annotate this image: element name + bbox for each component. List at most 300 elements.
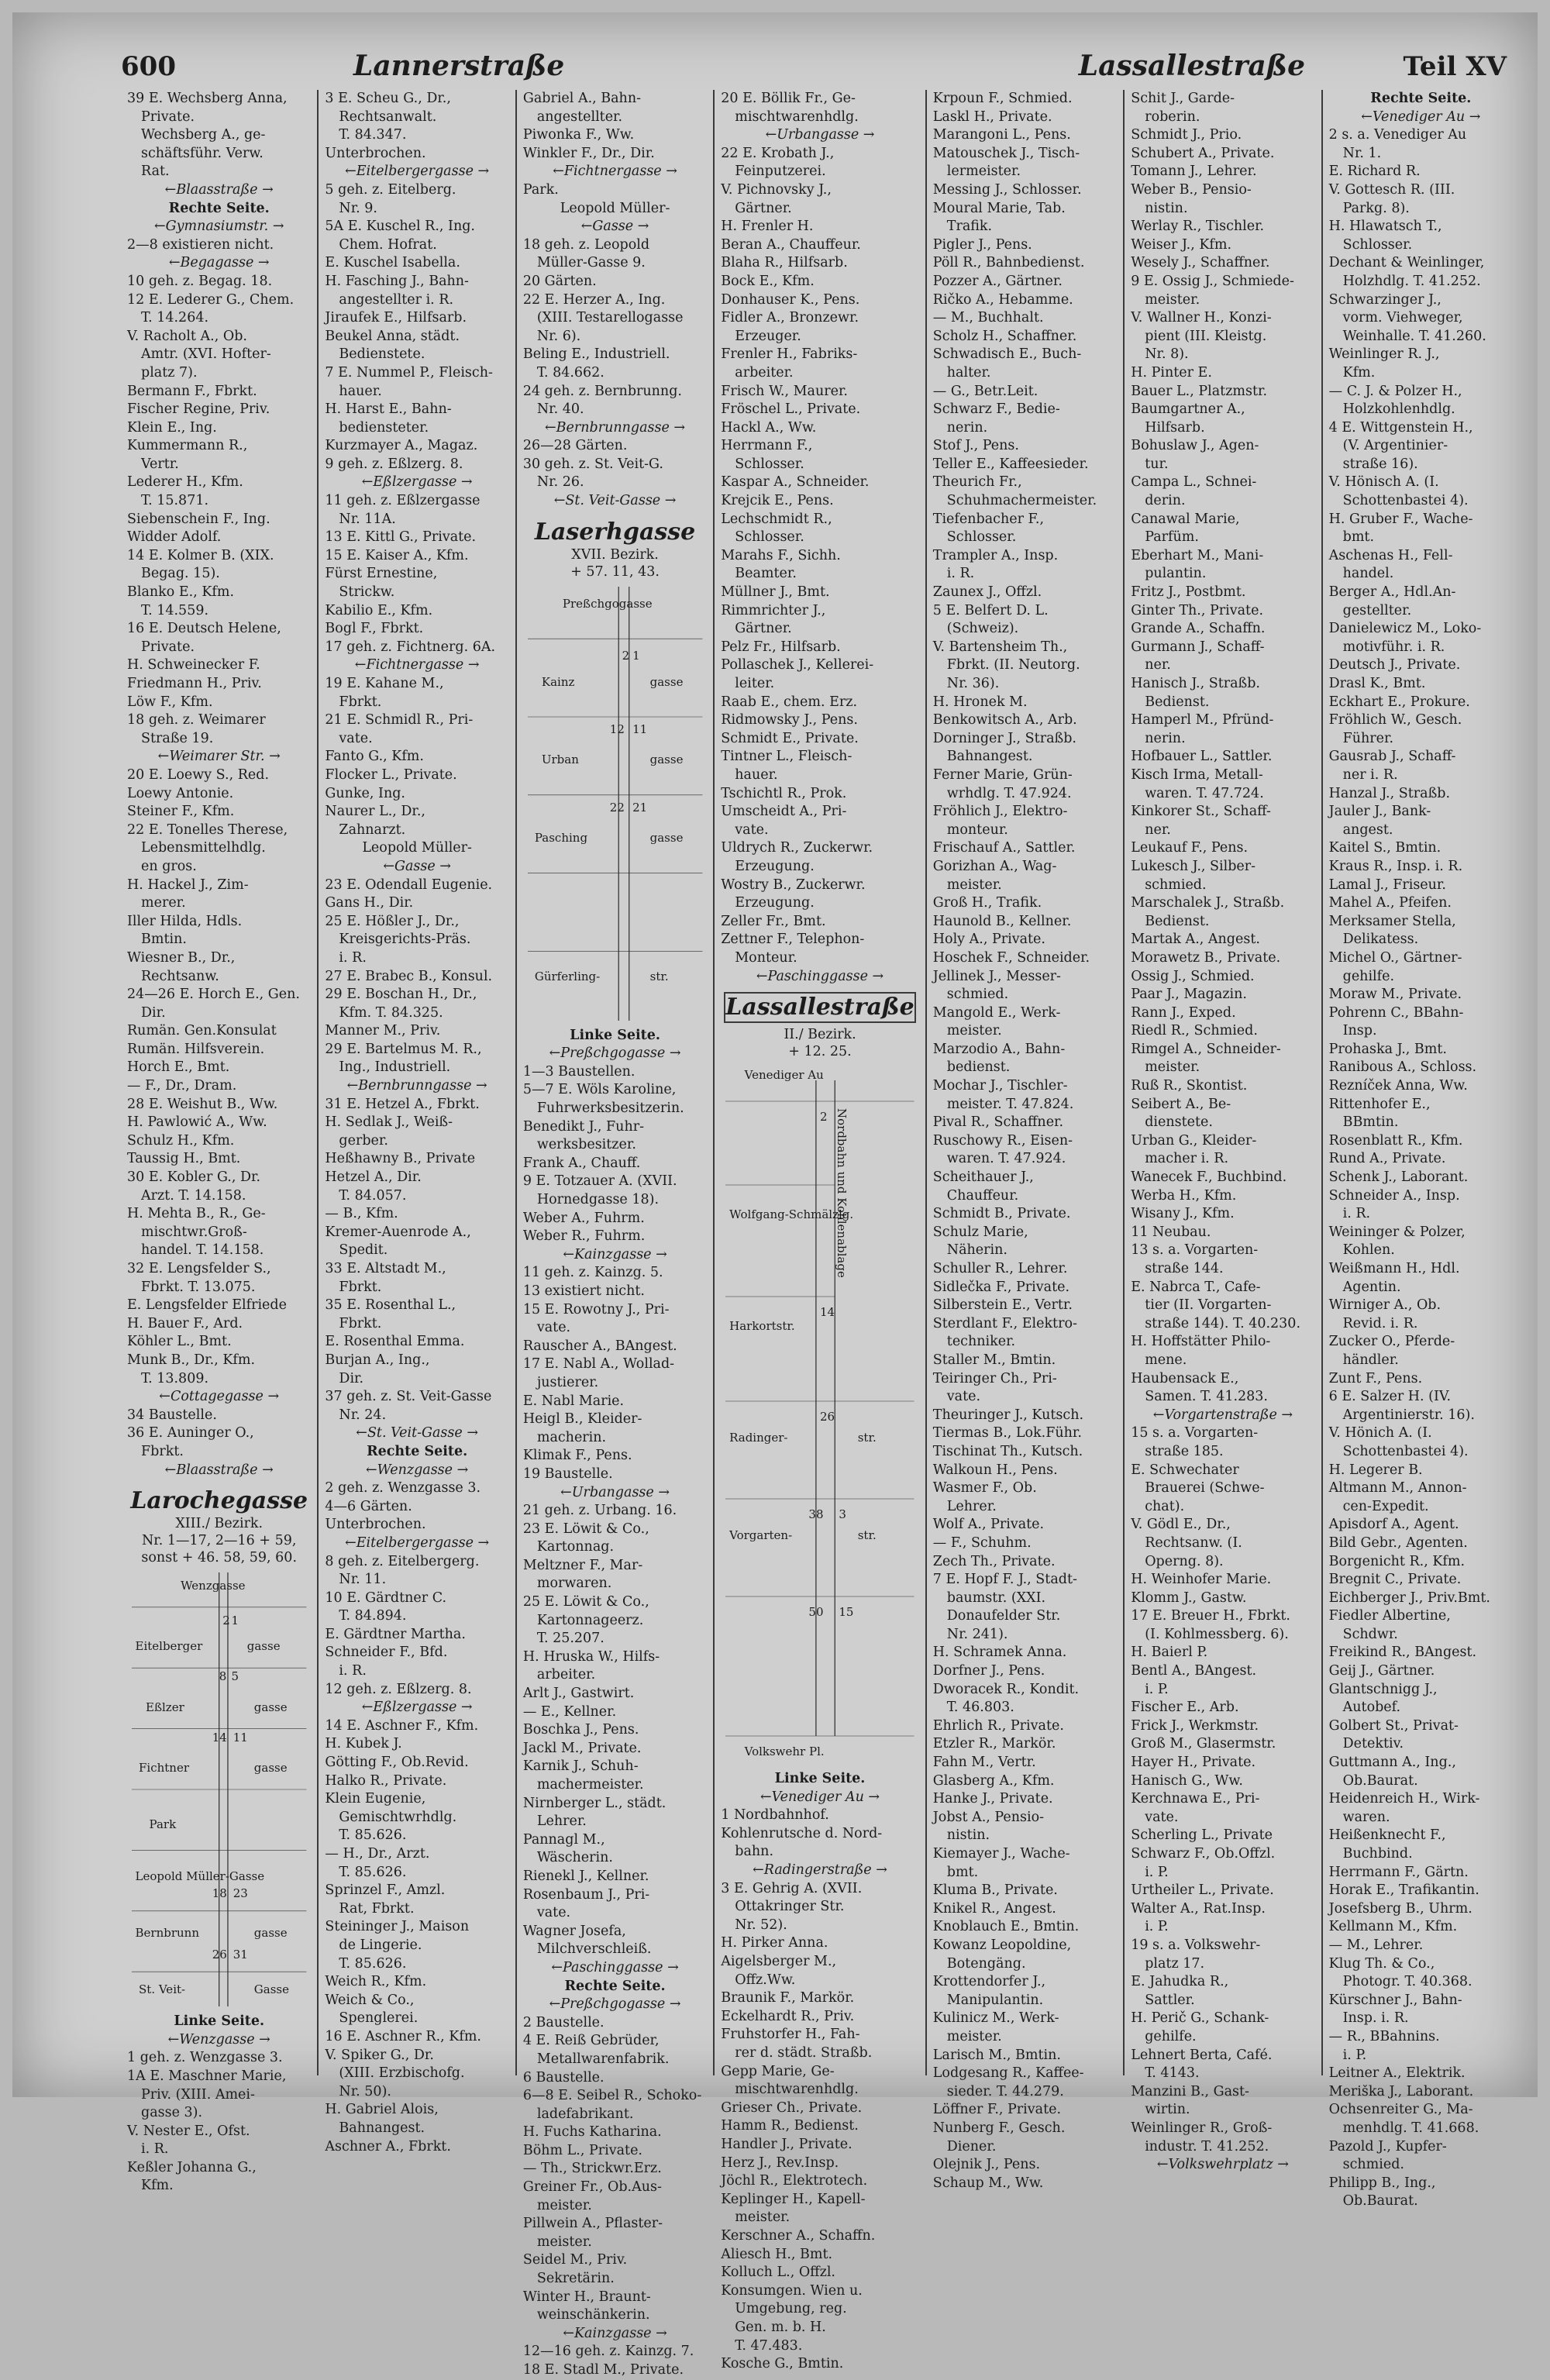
directory-entry: nistin.	[1145, 200, 1188, 216]
directory-entry: Aliesch H., Bmt.	[721, 2246, 833, 2262]
directory-entry: i. P.	[1145, 1681, 1169, 1697]
directory-entry: 19 s. a. Volkswehr-	[1131, 1937, 1261, 1953]
directory-entry: Kartonnageerz.	[536, 1612, 644, 1628]
directory-entry: i. R.	[339, 949, 367, 966]
directory-entry: vorm. Viehweger,	[1342, 310, 1463, 326]
directory-entry: straße 144). T. 40.230.	[1145, 1315, 1301, 1331]
directory-entry: angestellter i. R.	[339, 291, 454, 308]
directory-entry: Urban G., Kleider-	[1131, 1132, 1257, 1149]
side-heading: Linke Seite.	[174, 2013, 265, 2030]
cross-street: ← Kainzgasse →	[523, 1246, 707, 1265]
map-label: 50	[808, 1605, 824, 1620]
directory-entry: 27 E. Brabec B., Konsul.	[325, 968, 493, 984]
directory-entry: vate.	[1145, 1809, 1179, 1825]
directory-entry: Kaitel S., Bmtin.	[1328, 840, 1442, 856]
directory-entry: Scherling L., Private	[1131, 1827, 1273, 1844]
directory-entry: 6 E. Salzer H. (IV.	[1328, 1389, 1452, 1405]
column-1	[121, 90, 319, 2194]
directory-entry: 4 E. Reiß Gebrüder,	[522, 2033, 660, 2049]
directory-entry: Müller-Gasse 9.	[536, 255, 646, 271]
map-label: gasse	[649, 831, 684, 846]
directory-entry: Wagner Josefa,	[522, 1923, 626, 1939]
directory-entry: i. R.	[946, 566, 975, 582]
cross-street: ← Paschinggasse →	[523, 1959, 707, 1978]
directory-entry: Operng. 8).	[1145, 1553, 1224, 1569]
directory-entry: Pollaschek J., Kellerei-	[721, 657, 874, 673]
directory-entry: weinschänkerin.	[536, 2307, 650, 2323]
directory-entry: E. Schwechater	[1131, 1462, 1239, 1478]
directory-entry: Fürst Ernestine,	[325, 566, 438, 582]
directory-entry: Kummermann R.,	[127, 438, 248, 454]
directory-entry: Zech Th., Private.	[932, 1553, 1056, 1569]
directory-entry: Frick J., Werkmstr.	[1131, 1717, 1259, 1734]
directory-entry: 12 E. Lederer G., Chem.	[127, 291, 294, 308]
map-label: 31	[232, 1947, 248, 1962]
directory-entry: Groß H., Trafik.	[932, 895, 1042, 911]
directory-entry: Manzini B., Gast-	[1131, 2083, 1249, 2099]
directory-entry: Zettner F., Telephon-	[721, 932, 865, 948]
directory-entry: Karnik J., Schuh-	[522, 1758, 639, 1775]
directory-entry: H. Perič G., Schank-	[1131, 2010, 1269, 2027]
cross-street: ← Gymnasiumstr. →	[127, 218, 311, 236]
directory-entry: Handler J., Private.	[721, 2136, 852, 2152]
directory-entry: wirtin.	[1145, 2102, 1190, 2118]
directory-entry: 22 E. Herzer A., Ing.	[522, 291, 666, 308]
directory-entry: Donaufelder Str.	[946, 1608, 1061, 1624]
street-heading: Larochegasse	[130, 1487, 308, 1515]
page-header	[12, 34, 1538, 81]
directory-entry: Nr. 6).	[536, 328, 581, 344]
cross-street: ← Urbangasse →	[523, 1484, 707, 1503]
directory-entry: Hofbauer L., Sattler.	[1131, 749, 1273, 765]
directory-entry: — E., Kellner.	[522, 1703, 617, 1720]
map-label: Volkswehr Pl.	[744, 1745, 825, 1759]
directory-entry: meister.	[735, 2210, 790, 2226]
directory-entry: 16 E. Deutsch Helene,	[127, 621, 281, 637]
directory-entry: T. 84.662.	[536, 364, 604, 381]
directory-entry: Blaha R., Hilfsarb.	[721, 255, 848, 271]
directory-entry: gehilfe.	[1145, 2028, 1197, 2044]
directory-entry: Grande A., Schaffn.	[1131, 621, 1266, 637]
directory-entry: Meltzner F., Mar-	[522, 1557, 643, 1573]
directory-entry: platz 17.	[1145, 1955, 1205, 1972]
directory-entry: Horch E., Bmt.	[127, 1059, 230, 1076]
directory-entry: 18 E. Stadl M., Private.	[522, 2362, 684, 2378]
directory-entry: Berger A., Hdl.An-	[1328, 584, 1456, 601]
directory-entry: Sekretärin.	[536, 2271, 615, 2287]
directory-entry: 15 E. Rowotny J., Pri-	[522, 1301, 670, 1317]
directory-entry: ner.	[1145, 821, 1171, 838]
directory-entry: V. Pichnovsky J.,	[721, 181, 832, 198]
directory-entry: Kiemayer J., Wache-	[932, 1846, 1070, 1862]
directory-entry: Teiringer Ch., Pri-	[932, 1370, 1057, 1386]
directory-entry: 4 E. Wittgenstein H.,	[1328, 419, 1473, 436]
directory-entry: T. 46.803.	[946, 1700, 1014, 1716]
cross-street: ← Preßchgogasse →	[523, 1996, 707, 2014]
directory-entry: pient (III. Kleistg.	[1145, 328, 1267, 344]
street-subheading: Nr. 1—17, 2—16 + 59,	[141, 1533, 297, 1549]
directory-entry: 14 E. Kolmer B. (XIX.	[127, 547, 274, 563]
directory-entry: Rann J., Exped.	[1131, 1004, 1236, 1021]
directory-entry: roberin.	[1145, 108, 1200, 125]
directory-entry: H. Hackel J., Zim-	[127, 877, 249, 893]
directory-entry: Näherin.	[946, 1242, 1008, 1259]
directory-entry: Flocker L., Private.	[325, 766, 457, 783]
directory-entry: Wechsberg A., ge-	[141, 127, 266, 143]
directory-entry: 10 E. Gärdtner C.	[325, 1590, 447, 1606]
directory-entry: Hayer H., Private.	[1131, 1755, 1256, 1771]
directory-entry: meister.	[946, 2028, 1002, 2044]
map-label: str.	[857, 1528, 877, 1543]
directory-entry: Weber A., Fuhrm.	[522, 1210, 645, 1226]
directory-entry: bedienst.	[946, 1059, 1011, 1076]
directory-entry: Mochar J., Tischler-	[932, 1078, 1068, 1094]
map-label: Park	[149, 1817, 177, 1831]
directory-entry: Eberhart M., Mani-	[1131, 547, 1264, 563]
directory-entry: 16 E. Aschner R., Kfm.	[325, 2028, 481, 2044]
cross-street: ← Cottagegasse →	[127, 1388, 311, 1407]
cross-street: ← St. Veit-Gasse →	[523, 492, 707, 511]
directory-entry: — M., Lehrer.	[1328, 1937, 1424, 1953]
directory-entry: Hackl A., Ww.	[721, 419, 817, 436]
directory-entry: macher i. R.	[1145, 1151, 1229, 1167]
directory-entry: Nr. 241).	[946, 1626, 1008, 1642]
directory-entry: Fiedler Albertine,	[1328, 1608, 1451, 1624]
directory-entry: Private.	[141, 639, 195, 655]
directory-entry: tier (II. Vorgarten-	[1145, 1297, 1272, 1314]
directory-entry: macherin.	[536, 1429, 607, 1445]
directory-entry: 3 E. Gehrig A. (XVII.	[721, 1880, 863, 1896]
directory-entry: V. Racholt A., Ob.	[127, 328, 247, 344]
directory-entry: Gepp Marie, Ge-	[721, 2063, 835, 2079]
directory-entry: Marangoni L., Pens.	[932, 127, 1071, 143]
directory-entry: Nr. 40.	[536, 401, 584, 418]
directory-entry: — B., Kfm.	[325, 1206, 398, 1222]
directory-entry: Schubert A., Private.	[1131, 145, 1275, 161]
directory-entry: Fröhlich J., Elektro-	[932, 804, 1068, 820]
directory-entry: Lederer H., Kfm.	[127, 474, 243, 491]
directory-entry: Urtheiler L., Private.	[1131, 1882, 1274, 1899]
directory-entry: vate.	[339, 730, 373, 746]
directory-entry: Rimgel A., Schneider-	[1131, 1041, 1281, 1057]
directory-entry: Theurich Fr.,	[932, 474, 1022, 491]
map-label: Gasse	[253, 1982, 289, 1996]
column-7	[1323, 90, 1519, 2210]
directory-entry: Kowanz Leopoldine,	[932, 1937, 1072, 1953]
directory-entry: meister.	[1145, 291, 1200, 308]
directory-entry: Nr. 50).	[339, 2083, 391, 2099]
cross-street: ← St. Veit-Gasse →	[325, 1424, 508, 1443]
directory-entry: Schlosser.	[735, 456, 804, 472]
map-label: 1	[632, 649, 640, 663]
directory-entry: Gärtner.	[735, 621, 792, 637]
directory-entry: Milchverschleiß.	[536, 1941, 652, 1958]
directory-entry: industr. T. 41.252.	[1145, 2138, 1269, 2154]
directory-entry: Scholz H., Schaffner.	[932, 328, 1077, 344]
directory-entry: Fidler A., Bronzewr.	[721, 310, 859, 326]
directory-entry: gehilfe.	[1342, 968, 1395, 984]
directory-entry: Autobef.	[1342, 1700, 1401, 1716]
directory-entry: Lechschmidt R.,	[721, 511, 832, 527]
directory-entry: Werlay R., Tischler.	[1131, 219, 1265, 235]
directory-entry: Hanisch G., Ww.	[1131, 1772, 1243, 1789]
directory-entry: 26—28 Gärten.	[522, 438, 628, 454]
directory-entry: 6 Baustelle.	[522, 2069, 604, 2086]
directory-entry: Piwonka F., Ww.	[522, 127, 635, 143]
directory-entry: Ginter Th., Private.	[1131, 602, 1264, 618]
directory-entry: Frischauf A., Sattler.	[932, 840, 1076, 856]
directory-entry: Unterbrochen.	[325, 145, 426, 161]
map-label: Wolfgang-Schmälzlg.	[729, 1207, 854, 1222]
directory-entry: Tintner L., Fleisch-	[721, 749, 852, 765]
directory-entry: 35 E. Rosenthal L.,	[325, 1297, 456, 1314]
directory-entry: Ochsenreiter G., Ma-	[1328, 2102, 1473, 2118]
cross-street: ← Bernbrunngasse →	[325, 1077, 508, 1096]
directory-entry: straße 185.	[1145, 1443, 1224, 1459]
directory-entry: Beling E., Industriell.	[522, 346, 670, 363]
directory-entry: Frank A., Chauff.	[522, 1155, 641, 1171]
directory-entry: 11 geh. z. Eßlzergasse	[325, 493, 480, 509]
directory-entry: Offz.Ww.	[735, 1972, 796, 1988]
directory-entry: Pelz Fr., Hilfsarb.	[721, 639, 841, 655]
directory-entry: Eckelhardt R., Priv.	[721, 2008, 855, 2024]
directory-entry: Matouschek J., Tisch-	[932, 145, 1080, 161]
side-heading: Rechte Seite.	[1370, 91, 1472, 106]
directory-entry: Gen. m. b. H.	[735, 2319, 826, 2335]
directory-entry: werksbesitzer.	[536, 1137, 636, 1153]
map-label: Fichtner	[139, 1760, 190, 1775]
cross-street: ← Venediger Au →	[721, 1789, 919, 1807]
directory-entry: angest.	[1342, 821, 1393, 838]
directory-page	[12, 12, 1538, 2378]
directory-entry: Fischer E., Arb.	[1131, 1700, 1239, 1716]
directory-entry: Fritz J., Postbmt.	[1131, 584, 1246, 601]
directory-entry: E. Nabl Marie.	[522, 1393, 625, 1409]
directory-entry: Amtr. (XVI. Hofter-	[141, 346, 271, 363]
directory-entry: Fröschel L., Private.	[721, 401, 861, 418]
directory-entry: T. 84.347.	[339, 127, 407, 143]
directory-entry: 19 Baustelle.	[522, 1466, 613, 1482]
map-label: 5	[231, 1669, 239, 1684]
directory-entry: schmied.	[946, 987, 1009, 1003]
directory-entry: Gausrab J., Schaff-	[1328, 749, 1456, 765]
map-label: Kainz	[541, 674, 575, 689]
directory-entry: 5—7 E. Wöls Karoline,	[522, 1082, 677, 1098]
directory-entry: Gurmann J., Schaff-	[1131, 639, 1265, 655]
directory-entry: Paar J., Magazin.	[1131, 987, 1247, 1003]
directory-entry: Fuhrwerksbesitzerin.	[536, 1100, 684, 1117]
directory-entry: Fröhlich W., Gesch.	[1328, 712, 1462, 728]
directory-entry: Rechtsanw.	[141, 968, 219, 984]
directory-entry: H. Hruska W., Hilfs-	[522, 1648, 660, 1665]
directory-entry: Kohlenrutsche d. Nord-	[721, 1825, 883, 1841]
map-label: 14	[212, 1730, 227, 1745]
directory-entry: T. 4143.	[1145, 2065, 1200, 2082]
directory-entry: i. R.	[339, 1663, 367, 1679]
directory-entry: Müllner J., Bmt.	[721, 584, 830, 601]
directory-entry: Wisany J., Kfm.	[1131, 1206, 1235, 1222]
directory-entry: Michel O., Gärtner-	[1328, 949, 1462, 966]
directory-entry: Winter H., Braunt-	[522, 2289, 651, 2305]
directory-entry: 2 geh. z. Wenzgasse 3.	[325, 1480, 481, 1497]
directory-entry: Jöchl R., Elektrotech.	[721, 2173, 868, 2189]
page-number: 600	[121, 51, 176, 82]
directory-entry: Guttmann A., Ing.,	[1328, 1755, 1456, 1771]
directory-entry: Schaup M., Ww.	[932, 2175, 1044, 2191]
directory-entry: Kellmann M., Kfm.	[1328, 1919, 1458, 1935]
directory-entry: Weininger & Polzer,	[1328, 1224, 1466, 1240]
directory-entry: Kraus R., Insp. i. R.	[1328, 858, 1463, 874]
directory-entry: 1 geh. z. Wenzgasse 3.	[127, 2050, 283, 2066]
directory-entry: 36 E. Auninger O.,	[127, 1425, 254, 1441]
directory-entry: Rezníček Anna, Ww.	[1328, 1078, 1468, 1094]
cross-street: ← Blaasstraße →	[127, 181, 311, 200]
directory-entry: Nunberg F., Gesch.	[932, 2120, 1066, 2136]
directory-entry: E. Kuschel Isabella.	[325, 255, 460, 271]
directory-entry: Silberstein E., Vertr.	[932, 1297, 1073, 1314]
directory-entry: Beamter.	[735, 566, 797, 582]
map-label: 1	[231, 1613, 239, 1627]
directory-entry: 28 E. Weishut B., Ww.	[127, 1096, 278, 1112]
directory-entry: Insp.	[1342, 1023, 1377, 1039]
directory-entry: Köhler L., Bmt.	[127, 1334, 232, 1350]
directory-entry: Gunke, Ing.	[325, 785, 405, 801]
directory-entry: waren.	[1342, 1809, 1390, 1825]
directory-entry: 20 E. Böllik Fr., Ge-	[721, 91, 856, 106]
directory-entry: Bentl A., BAngest.	[1131, 1663, 1257, 1679]
directory-entry: Insp. i. R.	[1342, 2010, 1409, 2027]
directory-entry: Seidel M., Priv.	[522, 2252, 628, 2268]
directory-entry: V. Gödl E., Dr.,	[1131, 1517, 1231, 1533]
directory-entry: Ehrlich R., Private.	[932, 1717, 1064, 1734]
directory-entry: Löw F., Kfm.	[127, 694, 213, 710]
directory-entry: (XIII. Testarellogasse	[536, 310, 684, 326]
map-label: 11	[632, 722, 648, 737]
directory-entry: Ing., Industriell.	[339, 1059, 451, 1076]
directory-entry: händler.	[1342, 1352, 1399, 1368]
directory-entry: 5 geh. z. Eitelberg.	[325, 181, 456, 198]
directory-entry: Kürschner J., Bahn-	[1328, 1992, 1462, 2008]
directory-entry: Moraw M., Private.	[1328, 987, 1462, 1003]
directory-entry: Teller E., Kaffeesieder.	[932, 456, 1089, 472]
directory-entry: Argentinierstr. 16).	[1342, 1407, 1475, 1423]
directory-entry: Revid. i. R.	[1342, 1315, 1418, 1331]
directory-entry: Schottenbastei 4).	[1342, 1443, 1469, 1459]
directory-entry: Schwadisch E., Buch-	[932, 346, 1082, 363]
directory-entry: Kurzmayer A., Magaz.	[325, 438, 478, 454]
map-label: Preßchgogasse	[562, 596, 653, 611]
directory-entry: Nr. 24.	[339, 1407, 387, 1423]
cross-street: ← Weimarer Str. →	[127, 748, 311, 766]
directory-entry: Geij J., Gärtner.	[1328, 1663, 1435, 1679]
directory-entry: 33 E. Altstadt M.,	[325, 1261, 446, 1276]
directory-entry: H. Frenler H.	[721, 219, 814, 235]
directory-entry: Campa L., Schnei-	[1131, 474, 1257, 491]
directory-entry: Bermann F., Fbrkt.	[127, 383, 257, 399]
directory-entry: 24—26 E. Horch E., Gen.	[127, 987, 300, 1003]
directory-entry: 1 Nordbahnhof.	[721, 1807, 829, 1824]
directory-entry: Apisdorf A., Agent.	[1328, 1517, 1459, 1533]
directory-entry: vate.	[536, 1320, 571, 1336]
directory-entry: E. Rosenthal Emma.	[325, 1334, 465, 1350]
directory-entry: Pazold J., Kupfer-	[1328, 2138, 1447, 2154]
directory-entry: Hanzal J., Straßb.	[1328, 785, 1451, 801]
directory-entry: Naurer L., Dr.,	[325, 804, 425, 820]
directory-entry: Mangold E., Werk-	[932, 1004, 1061, 1021]
directory-entry: 24 geh. z. Bernbrunng.	[522, 383, 682, 399]
directory-entry: V. Bartensheim Th.,	[932, 639, 1068, 655]
directory-entry: 7 E. Hopf F. J., Stadt-	[932, 1572, 1077, 1588]
cross-street: ← Gasse →	[325, 858, 508, 877]
directory-entry: Lodgesang R., Kaffee-	[932, 2065, 1084, 2082]
directory-entry: Martak A., Angest.	[1131, 932, 1260, 948]
directory-entry: mischtwarenhdlg.	[735, 2082, 859, 2098]
directory-entry: H. Harst E., Bahn-	[325, 401, 452, 418]
directory-entry: Haubensack E.,	[1131, 1370, 1239, 1386]
column-5	[927, 90, 1125, 2191]
directory-entry: Ruschowy R., Eisen-	[932, 1132, 1073, 1149]
directory-entry: schmied.	[1145, 877, 1207, 893]
directory-entry: Lebensmittelhdlg.	[141, 840, 266, 856]
directory-entry: Weber R., Fuhrm.	[522, 1228, 646, 1245]
directory-entry: Dechant & Weinlinger,	[1328, 255, 1485, 271]
directory-entry: Weißmann H., Hdl.	[1328, 1261, 1460, 1276]
directory-entry: Brauerei (Schwe-	[1145, 1480, 1265, 1497]
directory-entry: Wanecek F., Buchbind.	[1131, 1169, 1287, 1186]
map-label: Nordbahn und Kohlenablage	[834, 1108, 849, 1278]
directory-entry: Moural Marie, Tab.	[932, 200, 1066, 216]
cross-street: ← Begagasse →	[127, 254, 311, 273]
directory-entry: Zeller Fr., Bmt.	[721, 913, 826, 929]
directory-entry: techniker.	[946, 1334, 1016, 1350]
directory-entry: Weinlinger R. J.,	[1328, 346, 1440, 363]
directory-entry: T. 25.207.	[536, 1631, 604, 1647]
directory-entry: Philipp B., Ing.,	[1328, 2175, 1436, 2191]
directory-entry: Staller M., Bmtin.	[932, 1352, 1056, 1368]
directory-entry: meister. T. 47.824.	[946, 1096, 1074, 1112]
directory-entry: Laskl H., Private.	[932, 108, 1052, 125]
directory-entry: 32 E. Lengsfelder S.,	[127, 1261, 271, 1276]
directory-entry: H. Pawlowić A., Ww.	[127, 1114, 267, 1131]
directory-entry: Canawal Marie,	[1131, 511, 1240, 527]
directory-entry: Bauer L., Platzmstr.	[1131, 383, 1268, 399]
directory-entry: i. R.	[1342, 1206, 1371, 1222]
directory-entry: Donhauser K., Pens.	[721, 291, 860, 308]
directory-entry: Spenglerei.	[339, 2010, 418, 2027]
directory-entry: Tischinat Th., Kutsch.	[932, 1443, 1083, 1459]
directory-entry: Nr. 9.	[339, 200, 377, 216]
directory-entry: bmt.	[1342, 529, 1375, 546]
directory-entry: Schneider A., Insp.	[1328, 1187, 1460, 1204]
directory-entry: H. Gabriel Alois,	[325, 2102, 439, 2118]
directory-entry: 37 geh. z. St. Veit-Gasse	[325, 1389, 492, 1405]
map-label: Eitelberger	[135, 1639, 203, 1654]
directory-entry: Konsumgen. Wien u.	[721, 2282, 863, 2299]
cross-street: ← Fichtnergasse →	[325, 656, 508, 675]
directory-entry: Tomann J., Lehrer.	[1131, 164, 1257, 180]
map-label: 12	[609, 722, 625, 737]
directory-entry: leiter.	[735, 676, 775, 691]
directory-entry: Manner M., Priv.	[325, 1023, 441, 1039]
directory-entry: monteur.	[946, 821, 1008, 838]
cross-street: ← Blaasstraße →	[127, 1462, 311, 1480]
directory-entry: Heßhawny B., Private	[325, 1151, 476, 1167]
directory-entry: Werba H., Kfm.	[1131, 1187, 1237, 1204]
directory-entry: Pillwein A., Pflaster-	[522, 2216, 663, 2232]
directory-entry: Schulz H., Kfm.	[127, 1132, 235, 1149]
directory-entry: Sidlečka F., Private.	[932, 1279, 1070, 1295]
directory-entry: Pohrenn C., BBahn-	[1328, 1004, 1464, 1021]
